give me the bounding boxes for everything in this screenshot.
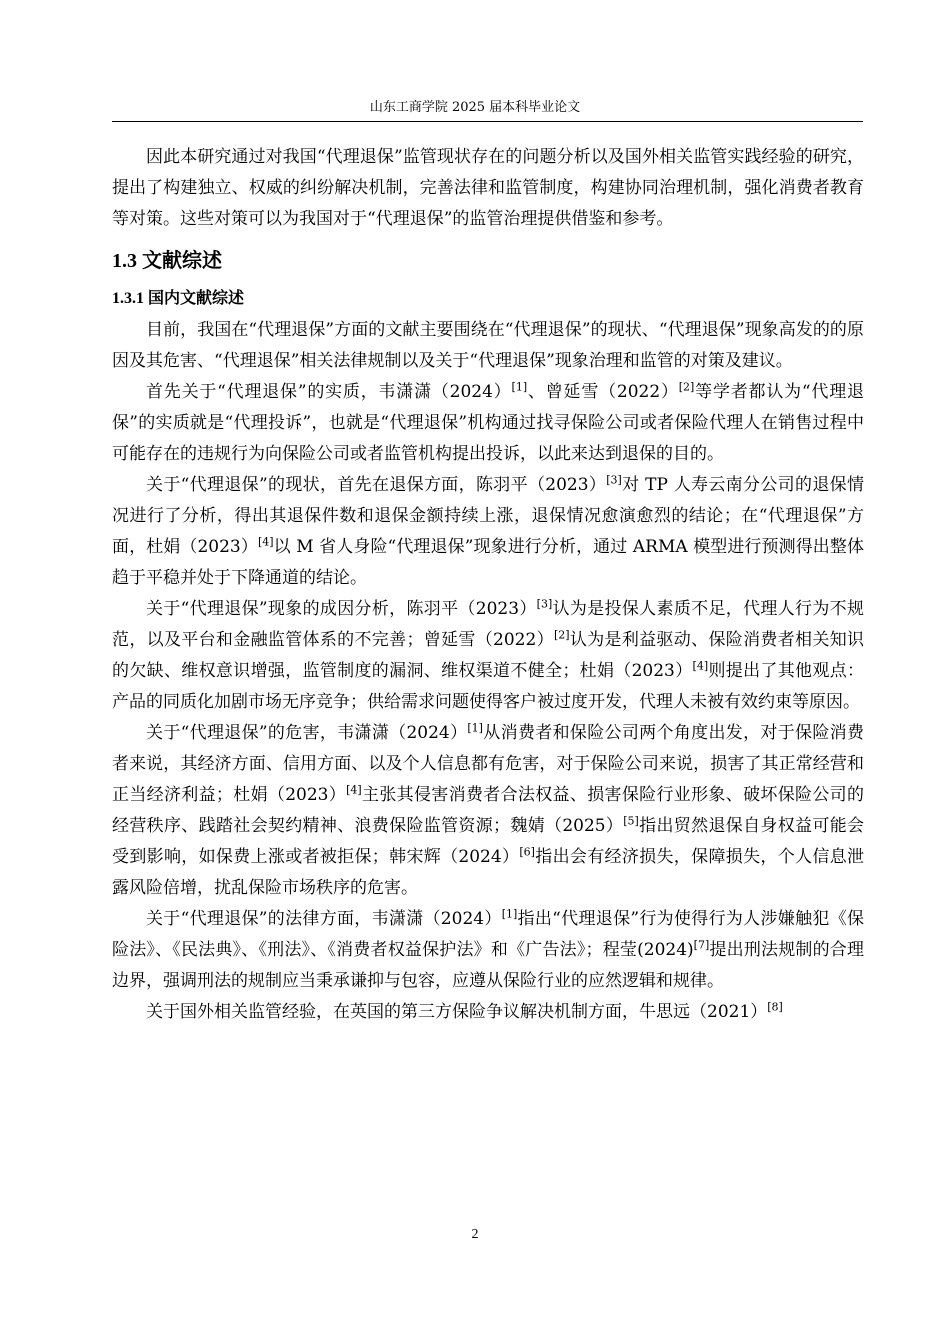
text-run: 对 TP 人寿云南分公司的退保情况进行了分析，得出其退保件数和退保金额持续上涨，退保情况愈演愈烈的结论；在“代理退保”方面，杜娟（2023） xyxy=(112,475,864,557)
citation-4: [4] xyxy=(346,783,362,797)
text-run: 指出“代理退保”行为使得行为人涉嫌触犯《保险法》、《民法典》、《刑法》、《消费者权益保护法》和《广告法》；程莹(2024) xyxy=(112,909,864,960)
text-run: 关于“代理退保”的法律方面，韦潇潇（2024） xyxy=(146,909,502,929)
header-divider xyxy=(112,121,863,122)
citation-2: [2] xyxy=(553,628,570,642)
paragraph-status xyxy=(112,470,864,594)
running-header: 山东工商学院 2025 届本科毕业论文 xyxy=(369,100,581,115)
text-run: 关于“代理退保”现象的成因分析，陈羽平（2023） xyxy=(146,599,537,619)
text-run: 首先关于“代理退保”的实质，韦潇潇（2024） xyxy=(146,382,512,402)
section-heading-1-3: 1.3 文献综述 xyxy=(112,250,222,272)
paragraph-intro-conclusion: 因此本研究通过对我国“代理退保”监管现状存在的问题分析以及国外相关监管实践经验的研究，提出了构建独立、权威的纠纷解决机制，完善法律和监管制度，构建协同治理机制，强化消费者教育等对策。这些对策可以为我国对于“代理退保”的监管治理提供借鉴和参考。 xyxy=(112,147,864,229)
citation-2: [2] xyxy=(678,380,695,394)
text-run: 提出刑法规制的合理边界，强调刑法的规制应当秉承谦抑与包容，应遵从保险行业的应然逻辑和规律。 xyxy=(112,940,865,991)
text-run: 以 M 省人身险“代理退保”现象进行分析，通过 ARMA 模型进行预测得出整体趋于平稳并处于下降通道的结论。 xyxy=(112,537,865,588)
citation-1: [1] xyxy=(501,907,518,921)
citation-4: [4] xyxy=(692,659,709,673)
citation-3: [3] xyxy=(536,597,553,611)
paragraph-essence xyxy=(112,377,864,470)
text-run: 指出贸然退保自身权益可能会受到影响，如保费上涨或者被拒保；韩宋辉（2024） xyxy=(112,816,865,867)
text-run: 认为是投保人素质不足，代理人行为不规范，以及平台和金融监管体系的不完善；曾延雪（2022） xyxy=(112,599,865,650)
citation-7: [7] xyxy=(693,938,710,952)
paragraph-causes xyxy=(112,594,864,718)
citation-1: [1] xyxy=(467,721,483,735)
citation-4: [4] xyxy=(257,535,274,549)
text-run: 从消费者和保险公司两个角度出发，对于保险消费者来说，其经济方面、信用方面、以及个人信息都有危害，对于保险公司来说，损害了其正常经营和正当经济利益；杜娟（2023） xyxy=(112,723,864,805)
text-run: 关于“代理退保”的危害，韦潇潇（2024） xyxy=(146,723,468,743)
citation-3: [3] xyxy=(606,473,622,487)
citation-5: [5] xyxy=(623,814,639,828)
citation-8: [8] xyxy=(767,1000,783,1014)
text-run: 则提出了其他观点：产品的同质化加剧市场无序竞争；供给需求问题使得客户被过度开发，代理人未被有效约束等原因。 xyxy=(112,661,865,712)
text-run: 等学者都认为“代理退保”的实质就是“代理投诉”，也就是“代理退保”机构通过找寻保险公司或者保险代理人在销售过程中可能存在的违规行为向保险公司或者监管机构提出投诉，以此来达到退保的目的。 xyxy=(112,382,864,464)
paragraph-overview: 目前，我国在“代理退保”方面的文献主要围绕在“代理退保”的现状、“代理退保”现象高发的的原因及其危害、“代理退保”相关法律规制以及关于“代理退保”现象治理和监管的对策及建议。 xyxy=(112,320,864,371)
text-run: 、曾延雪（2022） xyxy=(527,382,679,402)
paragraph-foreign-experience xyxy=(112,997,864,1028)
citation-6: [6] xyxy=(519,845,535,859)
text-run: 关于“代理退保”的现状，首先在退保方面，陈羽平（2023） xyxy=(146,475,607,495)
subsection-heading-1-3-1: 1.3.1 国内文献综述 xyxy=(112,290,245,307)
page-number: 2 xyxy=(471,1227,479,1242)
text-run: 认为是利益驱动、保险消费者相关知识的欠缺、维权意识增强，监管制度的漏洞、维权渠道不健全；杜娟（2023） xyxy=(112,630,865,681)
paragraph-legal xyxy=(112,904,864,997)
paragraph-harms xyxy=(112,718,864,904)
body-content xyxy=(112,142,864,1028)
text-run: 关于国外相关监管经验，在英国的第三方保险争议解决机制方面，牛思远（2021） xyxy=(146,1002,768,1022)
citation-1: [1] xyxy=(511,380,528,394)
text-run: 指出会有经济损失，保障损失，个人信息泄露风险倍增，扰乱保险市场秩序的危害。 xyxy=(112,847,865,898)
text-run: 主张其侵害消费者合法权益、损害保险行业形象、破坏保险公司的经营秩序、践踏社会契约精神、浪费保险监管资源；魏婧（2025） xyxy=(112,785,864,836)
